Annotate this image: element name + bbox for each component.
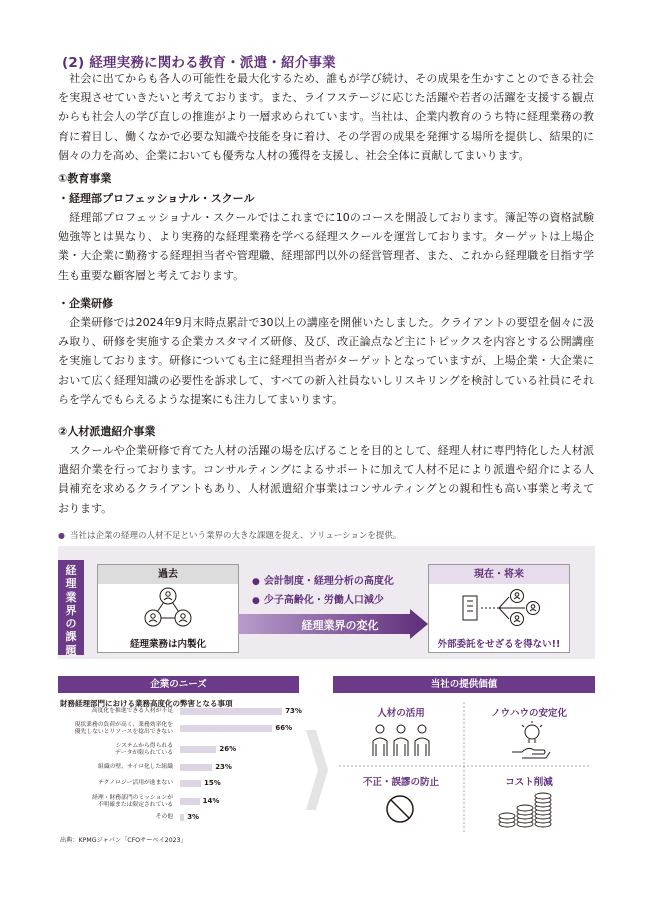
chart-bar xyxy=(180,814,184,821)
chart-category-line: 優先しないとリソースを捻出できない xyxy=(74,729,173,735)
chart-value-label: 14% xyxy=(202,797,220,805)
chart-category-line: 高度化を推進できる人材が不足 xyxy=(91,708,173,714)
bullet-dot-icon: ● xyxy=(252,596,260,606)
chart-value-label: 26% xyxy=(219,745,237,753)
value-title-fraud: 不正・誤謬の防止 xyxy=(362,777,439,788)
chevron-right-icon xyxy=(306,730,328,810)
chart-bar xyxy=(180,780,201,787)
prohibited-icon xyxy=(383,792,417,826)
now-caption: 外部委託をせざるを得ない!! xyxy=(437,639,561,650)
past-label: 過去 xyxy=(98,565,238,584)
needs-header: 企業のニーズ xyxy=(58,676,299,693)
past-caption: 経理業務は内製化 xyxy=(129,639,206,650)
chart-category-label xyxy=(60,743,173,757)
chart-title: 財務経理部門における業務高度化の弊害となる事項 xyxy=(60,699,233,708)
bullet-dot-icon: ● xyxy=(58,531,65,540)
now-label: 現在・将来 xyxy=(429,565,569,584)
outsourcing-icon xyxy=(429,584,569,632)
chart-category-label xyxy=(60,764,173,771)
chart-bar xyxy=(180,764,212,771)
staffing-paragraph: スクールや企業研修で育てた人材の活躍の場を広げることを目的として、経理人材に専門特化した人材派遣紹介業を行っております。コンサルティングによるサポートに加えて人材不足により派遣や紹介による人員補充を求めるクライアントもあり、人材派遣紹介事業はコンサルティングとの親和性も高い事業と考えております。 xyxy=(58,444,594,515)
chart-category-label xyxy=(60,814,173,821)
lightbulb-hand-icon xyxy=(508,720,552,760)
chart-value-label: 15% xyxy=(204,779,221,787)
training-heading: ・企業研修 xyxy=(58,297,113,310)
chart-category-line: その他 xyxy=(155,814,173,820)
chart-category-label xyxy=(60,795,173,809)
chart-source: 出典：KPMGジャパン「CFOサーベイ2023」 xyxy=(60,837,187,844)
chart-bar xyxy=(180,746,216,753)
chart-value-label: 3% xyxy=(187,813,200,821)
coins-icon xyxy=(495,790,565,830)
value-title-talent: 人材の活用 xyxy=(377,708,425,719)
chart-category-label xyxy=(60,722,173,736)
change-item-2: ● 少子高齢化・労働人口減少 xyxy=(252,595,384,606)
summary-note: ● 当社は企業の経理の人材不足という業界の大きな課題を捉え、ソリューションを提供。 xyxy=(58,531,402,541)
needs-bar-chart xyxy=(60,708,305,833)
chart-category-line: 現状業務の負荷が高く、業務効率化を xyxy=(74,722,173,728)
people-icon xyxy=(366,722,436,758)
chart-bar xyxy=(180,708,282,715)
bullet-dot-icon: ● xyxy=(252,577,260,587)
training-paragraph: 企業研修では2024年9月末時点累計で30以上の講座を開催いたしました。クライアントの要望を個々に汲み取り、研修を実施する企業カスタマイズ研修、及び、改正論点など主にトピックスを内容とする公開講座を実施しております。研修についても主に経理担当者がターゲットとなっていますが、上場企業・大企業において広く経理知識の必要性を訴求して、すべての新入社員ないしリスキリングを検討している社員にそれらを学んでもらえるような提案にも注力してまいります。 xyxy=(58,316,594,406)
chart-category-line: システムから得られる xyxy=(115,743,173,749)
value-title-cost: コスト削減 xyxy=(505,777,553,788)
chart-category-line: 経理・財務部門のミッションが xyxy=(92,795,173,801)
staffing-heading: ②人材派遣紹介事業 xyxy=(58,425,156,438)
industry-issues-label: 経 理 業 界 の 課 題 xyxy=(58,560,84,655)
section-title: (2) 経理実務に関わる教育・派遣・紹介事業 xyxy=(62,55,336,71)
chart-category-line: テクノロジー活用が進まない xyxy=(97,780,173,786)
change-item-1: ● 会計制度・経理分析の高度化 xyxy=(252,576,394,587)
intro-paragraph: 社会に出てからも各人の可能性を最大化するため、誰もが学び続け、その成果を生かすことのできる社会を実現させていきたいと考えております。また、ライフステージに応じた活躍や若者の活躍を支援する観点からも社会人の学び直しの推進がより一層求められています。当社は、企業内教育のうち特に経理業務の教育に着目し、働くなかで必要な知識や技能を身に着け、その学習の成果を発揮する場所を提供し、結果的に個々の力を高め、企業においても優秀な人材の獲得を支援し、社会全体に貢献してまいります。 xyxy=(58,72,594,162)
now-box xyxy=(428,564,570,653)
value-title-knowhow: ノウハウの安定化 xyxy=(490,708,567,719)
chart-value-label: 23% xyxy=(215,763,232,771)
chart-bar xyxy=(180,798,200,805)
education-heading: ①教育事業 xyxy=(58,172,112,185)
school-paragraph: 経理部プロフェッショナル・スクールではこれまでに10のコースを開設しております。簿記等の資格試験勉強等とは異なり、より実務的な経理業務を学べる経理スクールを運営しております。ターゲットは上場企業・大企業に勤務する経理担当者や管理職、経理部門以外の経営管理者、また、これから経理職を目指す学生も重要な顧客層と考えております。 xyxy=(58,211,594,282)
chart-category-line: 不明確または限定されている xyxy=(97,802,173,808)
chart-value-label: 66% xyxy=(275,724,293,732)
past-box xyxy=(97,564,239,653)
chart-category-label xyxy=(60,780,173,787)
chart-category-line: データが限られている xyxy=(115,750,173,756)
school-heading: ・経理部プロフェッショナル・スクール xyxy=(58,192,255,205)
arrow-label: 経理業界の変化 xyxy=(301,619,379,632)
chart-category-label xyxy=(60,708,173,715)
value-header: 当社の提供価値 xyxy=(333,676,595,693)
chart-value-label: 73% xyxy=(285,707,302,715)
chart-bar xyxy=(180,725,272,732)
team-network-icon xyxy=(98,584,238,632)
chart-category-line: 組織の壁、サイロ化した組織 xyxy=(98,764,173,770)
